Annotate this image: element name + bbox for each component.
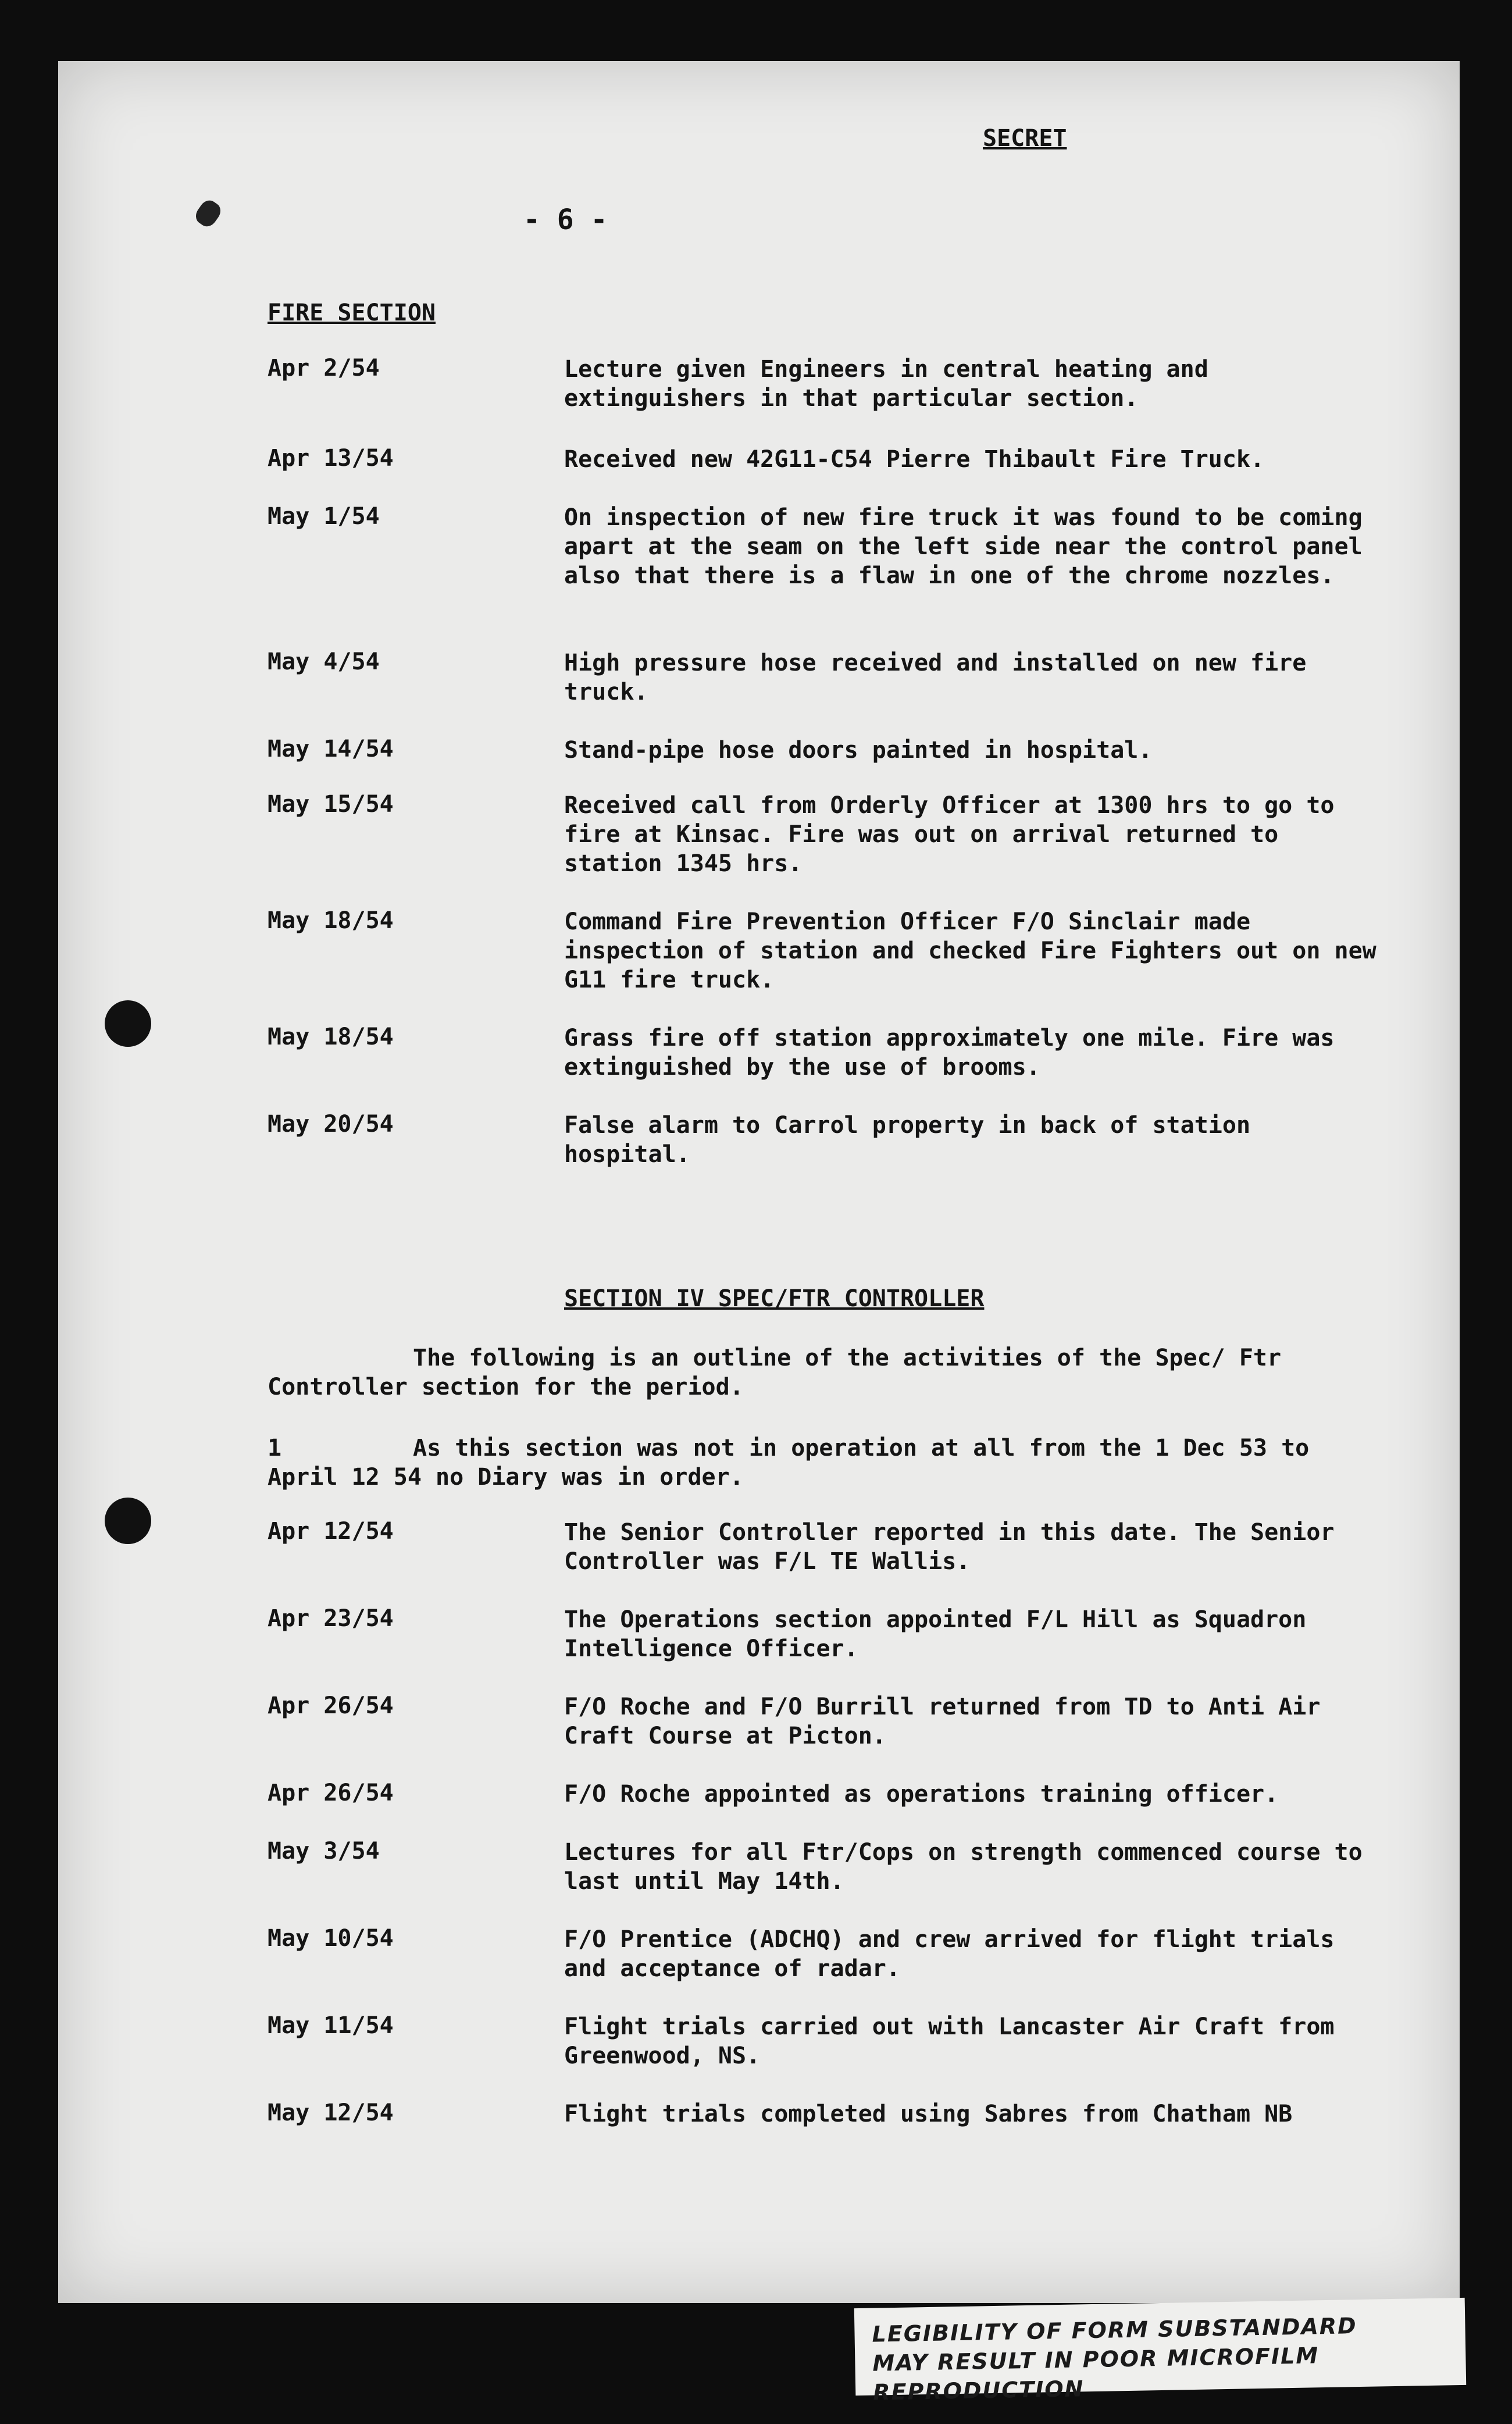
entry-text: Received call from Orderly Officer at 1300 hrs to go to fire at Kinsac. Fire was out on arrival returned to station 1345 hrs. [564,792,1335,877]
entry-date: Apr 26/54 [268,1780,394,1806]
entry-date: Apr 23/54 [268,1605,394,1632]
stamp-line-2: MAY RESULT IN POOR MICROFILM REPRODUCTION [872,2343,1320,2405]
entry-date: May 3/54 [268,1838,380,1865]
entry-text: Lectures for all Ftr/Cops on strength commenced course to last until May 14th. [564,1839,1363,1895]
section-intro-text: The following is an outline of the activities of the Spec/ Ftr Controller section for the period. [268,1345,1282,1400]
page-number: - 6 - [523,204,608,236]
document-page [58,61,1460,2303]
entry-date: May 18/54 [268,907,394,934]
legibility-stamp [854,2298,1466,2405]
fire-section-heading: FIRE SECTION [268,300,436,326]
section-intro [268,1343,1372,1402]
entry-text: Grass fire off station approximately one mile. Fire was extinguished by the use of brooms. [564,1025,1335,1081]
punch-hole [105,1498,151,1544]
entry-date: May 20/54 [268,1111,394,1138]
entry-text: F/O Roche appointed as operations training officer. [564,1781,1279,1808]
entry-date: May 1/54 [268,503,380,530]
entry-text: False alarm to Carrol property in back of station hospital. [564,1112,1251,1168]
entry-text: High pressure hose received and installed on new fire truck. [564,650,1307,705]
entry-text: Command Fire Prevention Officer F/O Sinclair made inspection of station and checked Fire Fighters out on new G11 fire truck. [564,908,1377,993]
entry-date: May 14/54 [268,736,394,762]
entry-date: May 18/54 [268,1024,394,1050]
entry-text: Lecture given Engineers in central heating and extinguishers in that particular section. [564,356,1208,412]
entry-date: Apr 13/54 [268,445,394,472]
entry-text: Flight trials completed using Sabres from Chatham NB [564,2101,1293,2127]
entry-text: The Senior Controller reported in this date. The Senior Controller was F/L TE Wallis. [564,1519,1335,1575]
entry-date: Apr 2/54 [268,355,380,382]
entry-text: Received new 42G11-C54 Pierre Thibault Fire Truck. [564,446,1265,473]
ink-speck [192,197,224,230]
entry-text: The Operations section appointed F/L Hill as Squadron Intelligence Officer. [564,1606,1307,1662]
entry-text: On inspection of new fire truck it was found to be coming apart at the seam on the left side near the control panel also that there is a flaw in one of the chrome nozzles. [564,504,1363,589]
numbered-item [268,1434,1372,1492]
entry-date: Apr 12/54 [268,1518,394,1545]
classification-marking: SECRET [983,125,1067,152]
item-text: As this section was not in operation at all from the 1 Dec 53 to April 12 54 no Diary was in order. [268,1435,1310,1491]
entry-date: May 12/54 [268,2099,394,2126]
entry-text: Flight trials carried out with Lancaster Air Craft from Greenwood, NS. [564,2013,1335,2069]
entry-date: May 10/54 [268,1925,394,1952]
entry-date: May 11/54 [268,2012,394,2039]
entry-text: Stand-pipe hose doors painted in hospital. [564,737,1153,764]
entry-text: F/O Roche and F/O Burrill returned from TD to Anti Air Craft Course at Picton. [564,1694,1321,1749]
entry-date: May 15/54 [268,791,394,818]
entry-date: May 4/54 [268,648,380,675]
section-iv-heading: SECTION IV SPEC/FTR CONTROLLER [564,1285,985,1312]
entry-date: Apr 26/54 [268,1692,394,1719]
stamp-line-1: LEGIBILITY OF FORM SUBSTANDARD [872,2313,1357,2347]
entry-text: F/O Prentice (ADCHQ) and crew arrived for flight trials and acceptance of radar. [564,1926,1335,1982]
punch-hole [105,1000,151,1047]
item-number: 1 [268,1435,282,1461]
